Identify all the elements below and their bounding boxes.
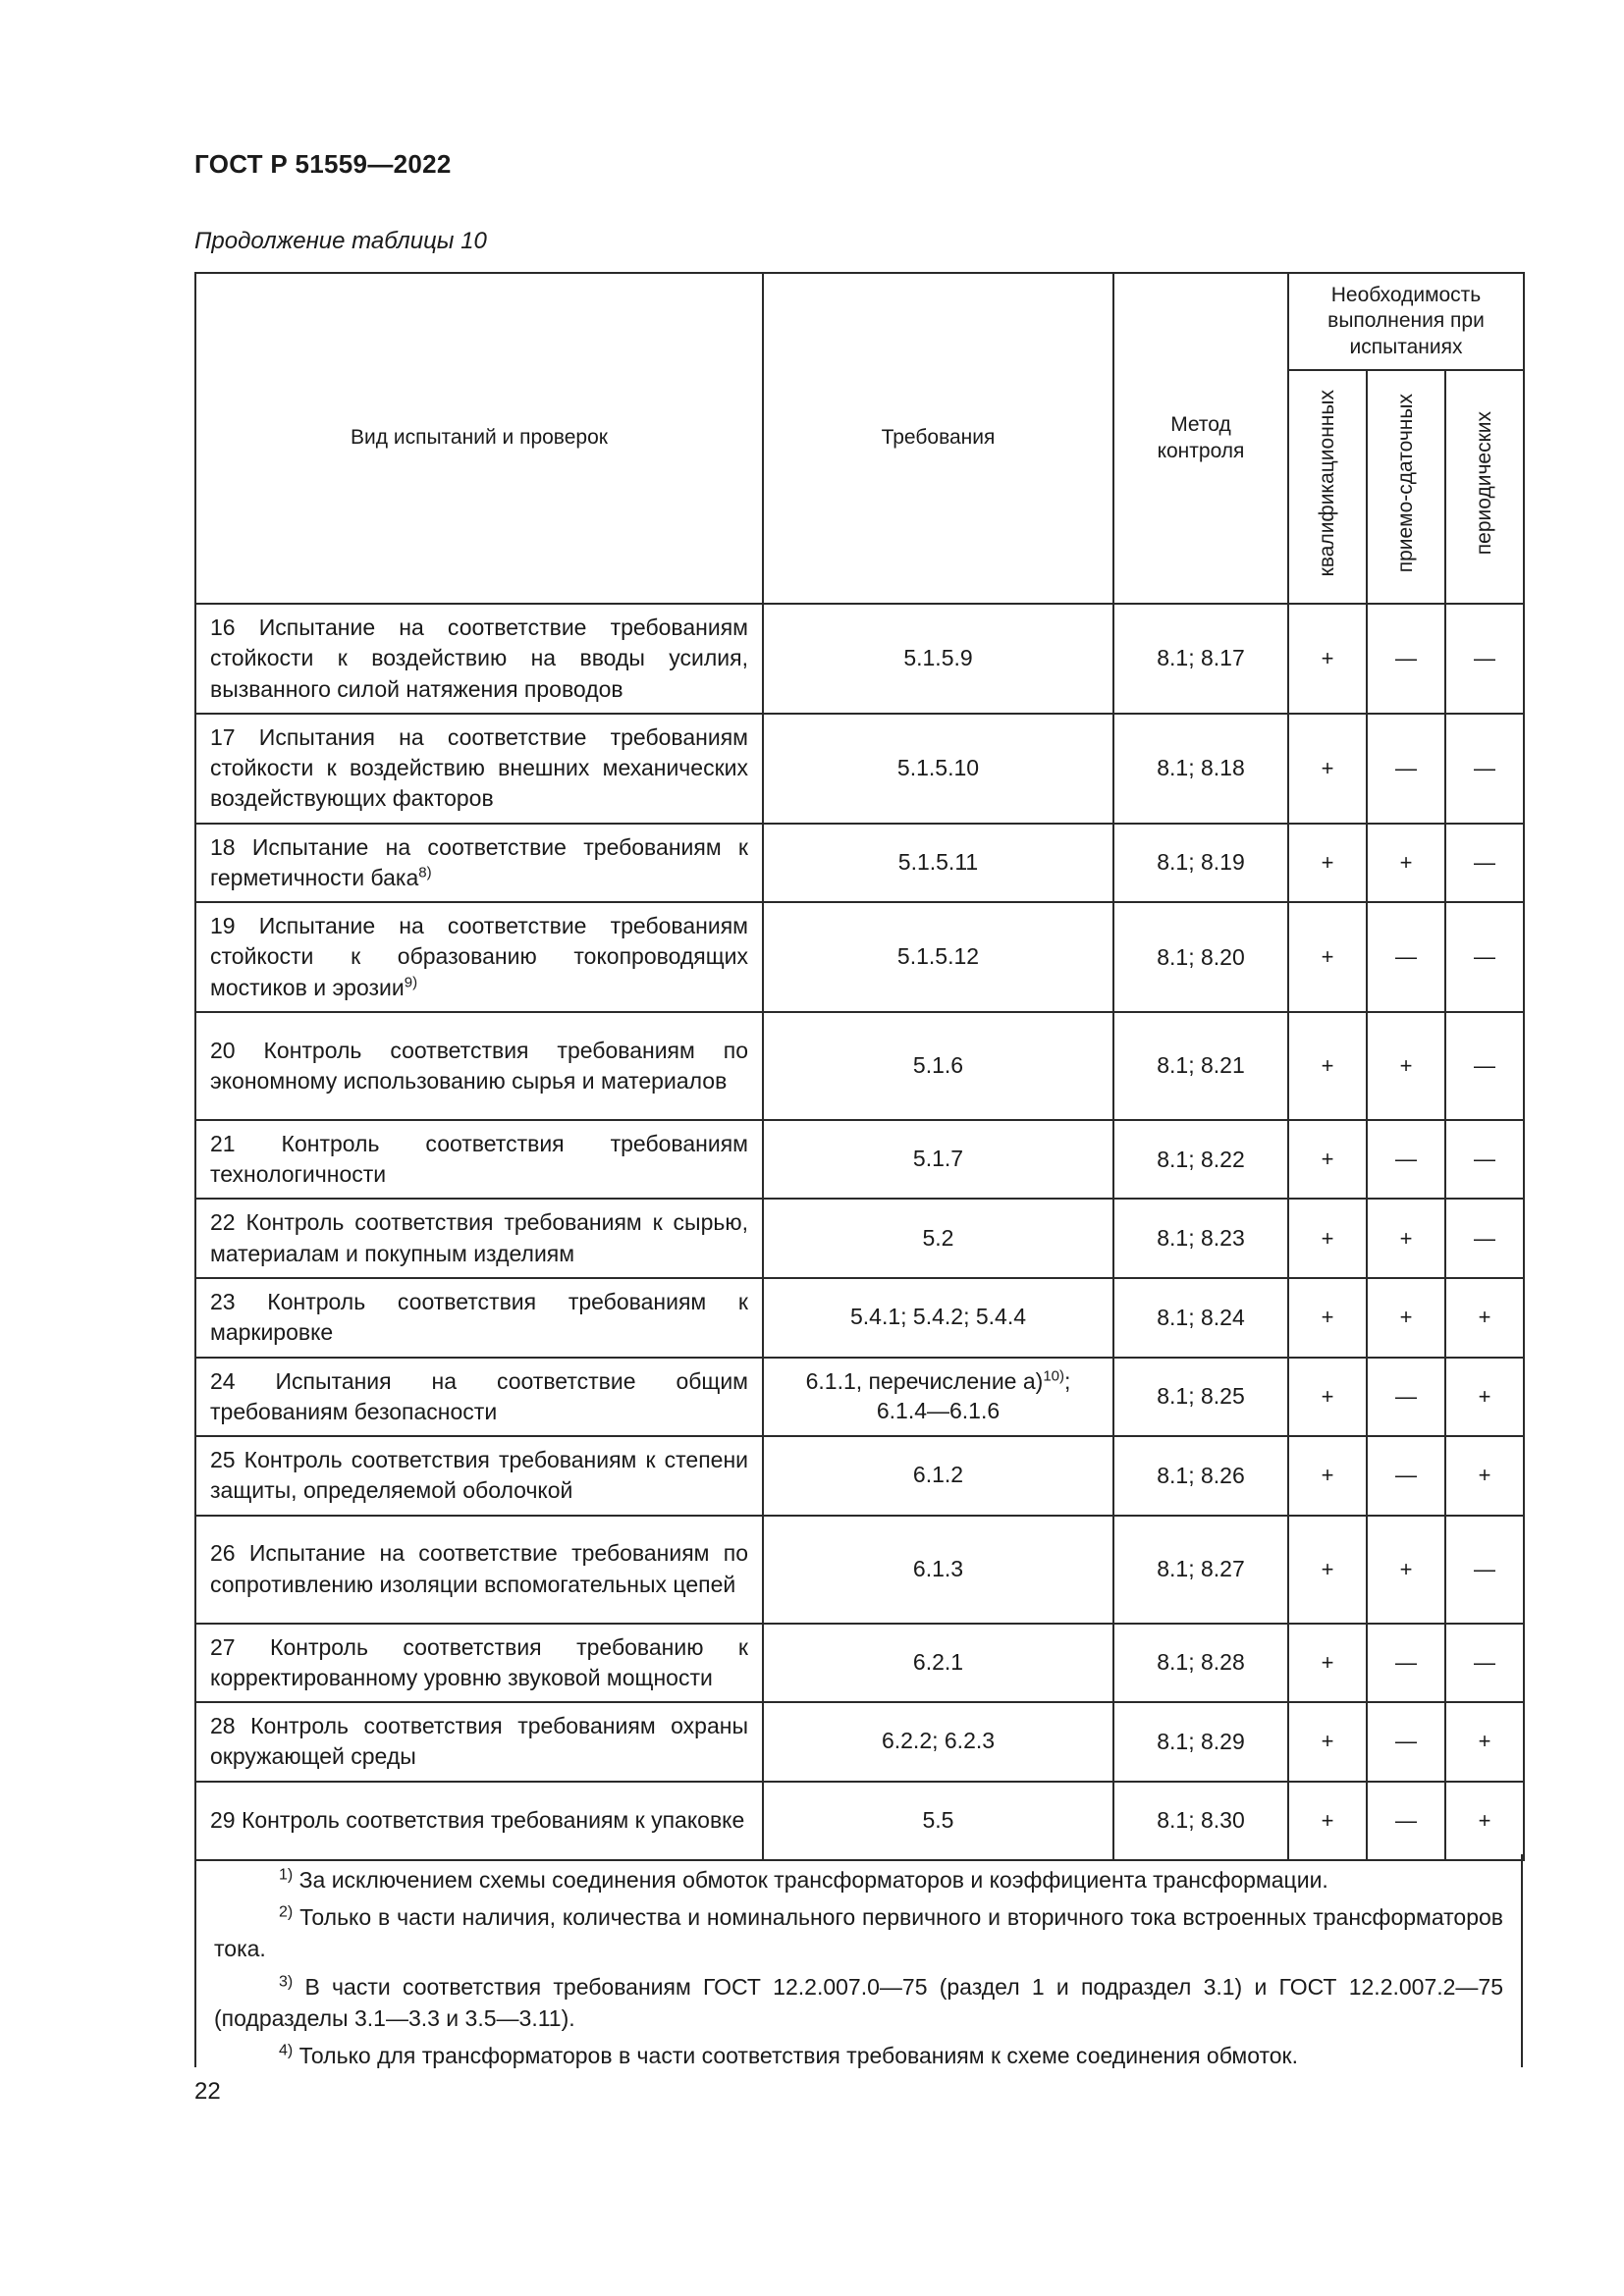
cell-qualification: + <box>1288 1012 1367 1120</box>
cell-periodic: + <box>1445 1702 1524 1782</box>
cell-periodic: + <box>1445 1358 1524 1437</box>
test-name-text: 16 Испытание на соответствие требованиям стойкости к воздействию на вводы усилия, вызванного силой натяжения проводов <box>210 614 748 702</box>
cell-requirements <box>763 1278 1113 1358</box>
cell-method: 8.1; 8.19 <box>1113 824 1288 903</box>
cell-acceptance: + <box>1367 1012 1445 1120</box>
cell-method: 8.1; 8.26 <box>1113 1436 1288 1516</box>
cell-periodic: — <box>1445 1516 1524 1624</box>
test-name-text: 20 Контроль соответствия требованиям по экономному использованию сырья и материалов <box>210 1037 748 1094</box>
requirements-text: 5.1.5.9 <box>903 644 973 670</box>
test-name-text: 22 Контроль соответствия требованиям к сырью, материалам и покупным изделиям <box>210 1209 748 1266</box>
table-row <box>195 1358 1524 1437</box>
cell-qualification: + <box>1288 902 1367 1012</box>
table-row <box>195 1436 1524 1516</box>
requirements-text: 5.1.5.11 <box>897 848 979 875</box>
cell-method: 8.1; 8.24 <box>1113 1278 1288 1358</box>
cell-acceptance: — <box>1367 1624 1445 1703</box>
cell-requirements <box>763 902 1113 1012</box>
footnote-text: Только в части наличия, количества и номинального первичного и вторичного тока встроенных трансформаторов тока. <box>214 1904 1504 1962</box>
cell-requirements <box>763 1199 1113 1278</box>
cell-method: 8.1; 8.30 <box>1113 1782 1288 1860</box>
cell-qualification: + <box>1288 604 1367 714</box>
header-requirements: Требования <box>763 273 1113 604</box>
header-periodic-text: периодических <box>1472 411 1495 556</box>
cell-test-name <box>195 604 763 714</box>
cell-acceptance: + <box>1367 1516 1445 1624</box>
cell-requirements <box>763 1358 1113 1437</box>
cell-acceptance: — <box>1367 1358 1445 1437</box>
requirements-text: 6.2.1 <box>912 1648 964 1675</box>
footnote-text: Только для трансформаторов в части соответствия требованиям к схеме соединения обмоток. <box>298 2042 1299 2068</box>
requirements-text: 5.4.1; 5.4.2; 5.4.4 <box>849 1304 1027 1330</box>
cell-test-name <box>195 1436 763 1516</box>
test-name-text: 29 Контроль соответствия требованиям к упаковке <box>210 1807 745 1833</box>
cell-acceptance: + <box>1367 824 1445 903</box>
test-name-text: 18 Испытание на соответствие требованиям к герметичности бака <box>210 833 748 890</box>
cell-method: 8.1; 8.20 <box>1113 902 1288 1012</box>
tests-table <box>194 272 1525 1861</box>
requirements-footnote-ref: 10) <box>1043 1367 1065 1385</box>
header-test-type: Вид испытаний и проверок <box>195 273 763 604</box>
header-acceptance <box>1367 370 1445 604</box>
requirements-tail: ; 6.1.4—6.1.6 <box>876 1367 1071 1423</box>
cell-acceptance: — <box>1367 1702 1445 1782</box>
table-row <box>195 1702 1524 1782</box>
cell-requirements <box>763 714 1113 824</box>
cell-requirements <box>763 1624 1113 1703</box>
table-row <box>195 1012 1524 1120</box>
cell-qualification: + <box>1288 1436 1367 1516</box>
cell-test-name <box>195 1199 763 1278</box>
cell-periodic: + <box>1445 1278 1524 1358</box>
table-row <box>195 902 1524 1012</box>
table-row <box>195 1199 1524 1278</box>
header-necessity: Необходимость выполнения при испытаниях <box>1288 273 1524 370</box>
cell-qualification: + <box>1288 1358 1367 1437</box>
cell-test-name <box>195 824 763 903</box>
footnotes <box>194 1854 1523 2067</box>
table-body <box>195 604 1524 1860</box>
cell-acceptance: — <box>1367 902 1445 1012</box>
cell-requirements <box>763 1782 1113 1860</box>
cell-acceptance: + <box>1367 1278 1445 1358</box>
cell-periodic: — <box>1445 1120 1524 1200</box>
table-row <box>195 824 1524 903</box>
cell-periodic: — <box>1445 824 1524 903</box>
cell-method: 8.1; 8.25 <box>1113 1358 1288 1437</box>
cell-acceptance: — <box>1367 604 1445 714</box>
requirements-text: 5.1.7 <box>912 1146 964 1172</box>
cell-acceptance: — <box>1367 1782 1445 1860</box>
cell-periodic: + <box>1445 1782 1524 1860</box>
table-row <box>195 714 1524 824</box>
cell-method: 8.1; 8.22 <box>1113 1120 1288 1200</box>
cell-method: 8.1; 8.23 <box>1113 1199 1288 1278</box>
cell-qualification: + <box>1288 1782 1367 1860</box>
test-name-text: 28 Контроль соответствия требованиям охраны окружающей среды <box>210 1713 748 1770</box>
cell-requirements <box>763 1012 1113 1120</box>
footnote-number: 4) <box>279 2042 294 2059</box>
footnote <box>214 1901 1503 1964</box>
table-row <box>195 1782 1524 1860</box>
cell-periodic: — <box>1445 1199 1524 1278</box>
test-name-footnote-ref: 9) <box>404 974 418 990</box>
test-name-footnote-ref: 8) <box>418 864 432 881</box>
requirements-text: 5.1.6 <box>912 1051 964 1078</box>
test-name-text: 27 Контроль соответствия требованию к корректированному уровню звуковой мощности <box>210 1633 748 1690</box>
requirements-text: 5.2 <box>922 1224 954 1251</box>
cell-test-name <box>195 1702 763 1782</box>
cell-requirements <box>763 1702 1113 1782</box>
footnote-text: В части соответствия требованиям ГОСТ 12.2.007.0—75 (раздел 1 и подраздел 3.1) и ГОСТ 12.2.007.2—75 (подразделы 3.1—3.3 и 3.5—3.11). <box>214 1973 1504 2031</box>
test-name-text: 25 Контроль соответствия требованиям к степени защиты, определяемой оболочкой <box>210 1447 748 1504</box>
cell-requirements <box>763 604 1113 714</box>
cell-test-name <box>195 902 763 1012</box>
cell-acceptance: — <box>1367 1120 1445 1200</box>
cell-qualification: + <box>1288 1120 1367 1200</box>
test-name-text: 24 Испытания на соответствие общим требованиям безопасности <box>210 1367 748 1424</box>
cell-test-name <box>195 1278 763 1358</box>
table-row <box>195 1516 1524 1624</box>
table-caption: Продолжение таблицы 10 <box>194 228 487 254</box>
header-qualification <box>1288 370 1367 604</box>
cell-method: 8.1; 8.29 <box>1113 1702 1288 1782</box>
cell-qualification: + <box>1288 1199 1367 1278</box>
cell-test-name <box>195 714 763 824</box>
footnote-number: 1) <box>279 1866 294 1884</box>
test-name-text: 21 Контроль соответствия требованиям технологичности <box>210 1130 748 1188</box>
table-row <box>195 1278 1524 1358</box>
cell-periodic: + <box>1445 1436 1524 1516</box>
table-row <box>195 1120 1524 1200</box>
cell-periodic: — <box>1445 1624 1524 1703</box>
cell-requirements <box>763 1120 1113 1200</box>
cell-qualification: + <box>1288 1624 1367 1703</box>
page-number: 22 <box>194 2078 221 2105</box>
cell-qualification: + <box>1288 1278 1367 1358</box>
cell-requirements <box>763 1436 1113 1516</box>
table-row <box>195 1624 1524 1703</box>
cell-test-name <box>195 1358 763 1437</box>
requirements-text: 6.1.1, перечисление а) <box>805 1367 1044 1394</box>
cell-periodic: — <box>1445 902 1524 1012</box>
requirements-text: 6.2.2; 6.2.3 <box>881 1728 996 1754</box>
cell-method: 8.1; 8.21 <box>1113 1012 1288 1120</box>
header-qualification-text: квалификационных <box>1315 390 1338 577</box>
test-name-text: 19 Испытание на соответствие требованиям стойкости к образованию токопроводящих мостиков и эрозии <box>210 913 748 1000</box>
cell-requirements <box>763 1516 1113 1624</box>
footnote-number: 3) <box>279 1972 294 1990</box>
cell-periodic: — <box>1445 1012 1524 1120</box>
test-name-text: 17 Испытания на соответствие требованиям стойкости к воздействию внешних механических воздействующих факторов <box>210 723 748 812</box>
cell-test-name <box>195 1516 763 1624</box>
cell-acceptance: — <box>1367 714 1445 824</box>
table-row <box>195 604 1524 714</box>
requirements-text: 6.1.3 <box>912 1555 964 1581</box>
cell-requirements <box>763 824 1113 903</box>
cell-qualification: + <box>1288 824 1367 903</box>
requirements-text: 6.1.2 <box>912 1462 964 1488</box>
cell-qualification: + <box>1288 1702 1367 1782</box>
requirements-text: 5.1.5.10 <box>896 754 980 780</box>
cell-qualification: + <box>1288 714 1367 824</box>
cell-method: 8.1; 8.27 <box>1113 1516 1288 1624</box>
header-method: Метод контроля <box>1113 273 1288 604</box>
document-header: ГОСТ Р 51559—2022 <box>194 149 452 179</box>
cell-qualification: + <box>1288 1516 1367 1624</box>
requirements-text: 5.1.5.12 <box>896 943 980 970</box>
cell-test-name <box>195 1120 763 1200</box>
header-periodic <box>1445 370 1524 604</box>
cell-test-name <box>195 1782 763 1860</box>
header-acceptance-text: приемо-сдаточных <box>1393 394 1417 573</box>
cell-method: 8.1; 8.17 <box>1113 604 1288 714</box>
footnote <box>214 1971 1503 2034</box>
requirements-text: 5.5 <box>922 1806 954 1833</box>
test-name-text: 23 Контроль соответствия требованиям к маркировке <box>210 1288 748 1346</box>
cell-test-name <box>195 1624 763 1703</box>
cell-acceptance: — <box>1367 1436 1445 1516</box>
footnote <box>214 2040 1503 2071</box>
footnote <box>214 1864 1503 1896</box>
cell-periodic: — <box>1445 604 1524 714</box>
cell-method: 8.1; 8.28 <box>1113 1624 1288 1703</box>
footnote-number: 2) <box>279 1903 294 1921</box>
cell-acceptance: + <box>1367 1199 1445 1278</box>
cell-method: 8.1; 8.18 <box>1113 714 1288 824</box>
test-name-text: 26 Испытание на соответствие требованиям по сопротивлению изоляции вспомогательных цепей <box>210 1540 748 1597</box>
footnote-text: За исключением схемы соединения обмоток трансформаторов и коэффициента трансформации. <box>298 1867 1328 1893</box>
cell-test-name <box>195 1012 763 1120</box>
cell-periodic: — <box>1445 714 1524 824</box>
